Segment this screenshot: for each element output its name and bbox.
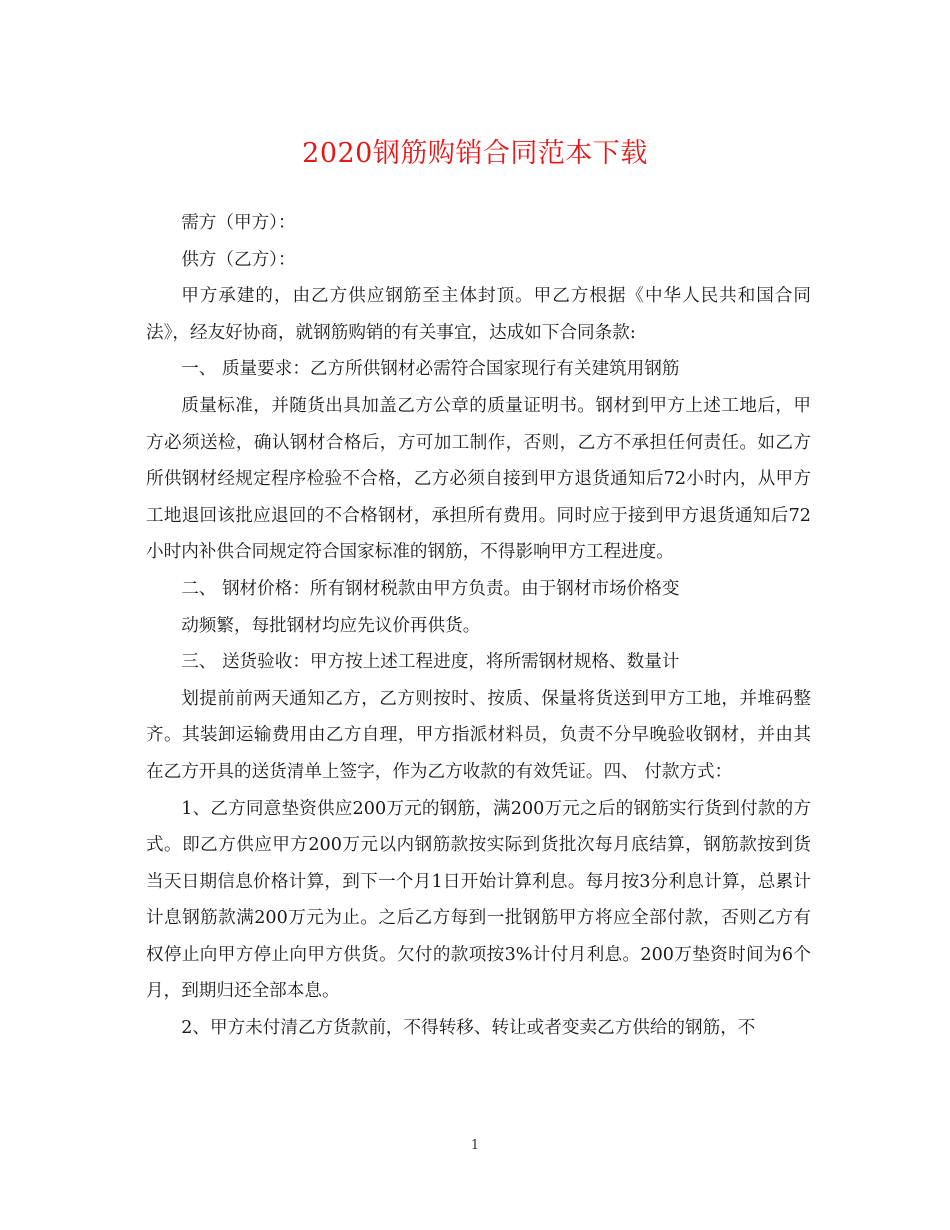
paragraph-supplier: 供方（乙方）： [181,249,296,270]
paragraph-quality-heading: 一、 质量要求：乙方所供钢材必需符合国家现行有关建筑用钢筋 [181,359,680,380]
page-number: 1 [470,1138,480,1153]
paragraph-delivery-heading: 三、 送货验收：甲方按上述工程进度，将所需钢材规格、数量计 [181,652,680,673]
document-body [146,205,811,1047]
paragraph-intro: 甲方承建的，由乙方供应钢筋至主体封顶。甲乙方根据《中华人民共和国合同法》，经友好协商，就钢筋购销的有关事宜，达成如下合同条款: [146,286,811,343]
document-title: 2020钢筋购销合同范本下载 [302,138,648,169]
paragraph-price-heading: 二、 钢材价格：所有钢材税款由甲方负责。由于钢材市场价格变 [181,578,680,599]
paragraph-buyer: 需方（甲方）： [181,213,296,233]
paragraph-payment-1: 1、乙方同意垫资供应200万元的钢筋，满200万元之后的钢筋实行货到付款的方式。即乙方供应甲方200万元以内钢筋款按实际到货批次每月底结算，钢筋款按到货当天日期信息价格计算，到下一个月1日开始计算利息。每月按3分利息计算，总累计计息钢筋款满200万元为止。之后乙方每到一批钢筋甲方将应全部付款，否则乙方有权停止向甲方停止向甲方供货。欠付的款项按3%计付月利息。200万垫资时间为6个月，到期归还全部本息。 [146,798,811,1002]
paragraph-quality-body: 质量标准，并随货出具加盖乙方公章的质量证明书。钢材到甲方上述工地后，甲方必须送检，确认钢材合格后，方可加工制作，否则，乙方不承担任何责任。如乙方所供钢材经规定程序检验不合格，乙方必须自接到甲方退货通知后72小时内，从甲方工地退回该批应退回的不合格钢材，承担所有费用。同时应于接到甲方退货通知后72小时内补供合同规定符合国家标准的钢筋，不得影响甲方工程进度。 [146,395,811,563]
paragraph-delivery-body: 划提前前两天通知乙方，乙方则按时、按质、保量将货送到甲方工地，并堆码整齐。其装卸运输费用由乙方自理，甲方指派材料员，负责不分早晚验收钢材，并由其在乙方开具的送货清单上签字，作为乙方收款的有效凭证。四、 付款方式： [146,688,811,782]
paragraph-payment-2: 2、甲方未付清乙方货款前，不得转移、转让或者变卖乙方供给的钢筋，不 [181,1018,756,1039]
paragraph-price-body: 动频繁，每批钢材均应先议价再供货。 [181,615,481,636]
